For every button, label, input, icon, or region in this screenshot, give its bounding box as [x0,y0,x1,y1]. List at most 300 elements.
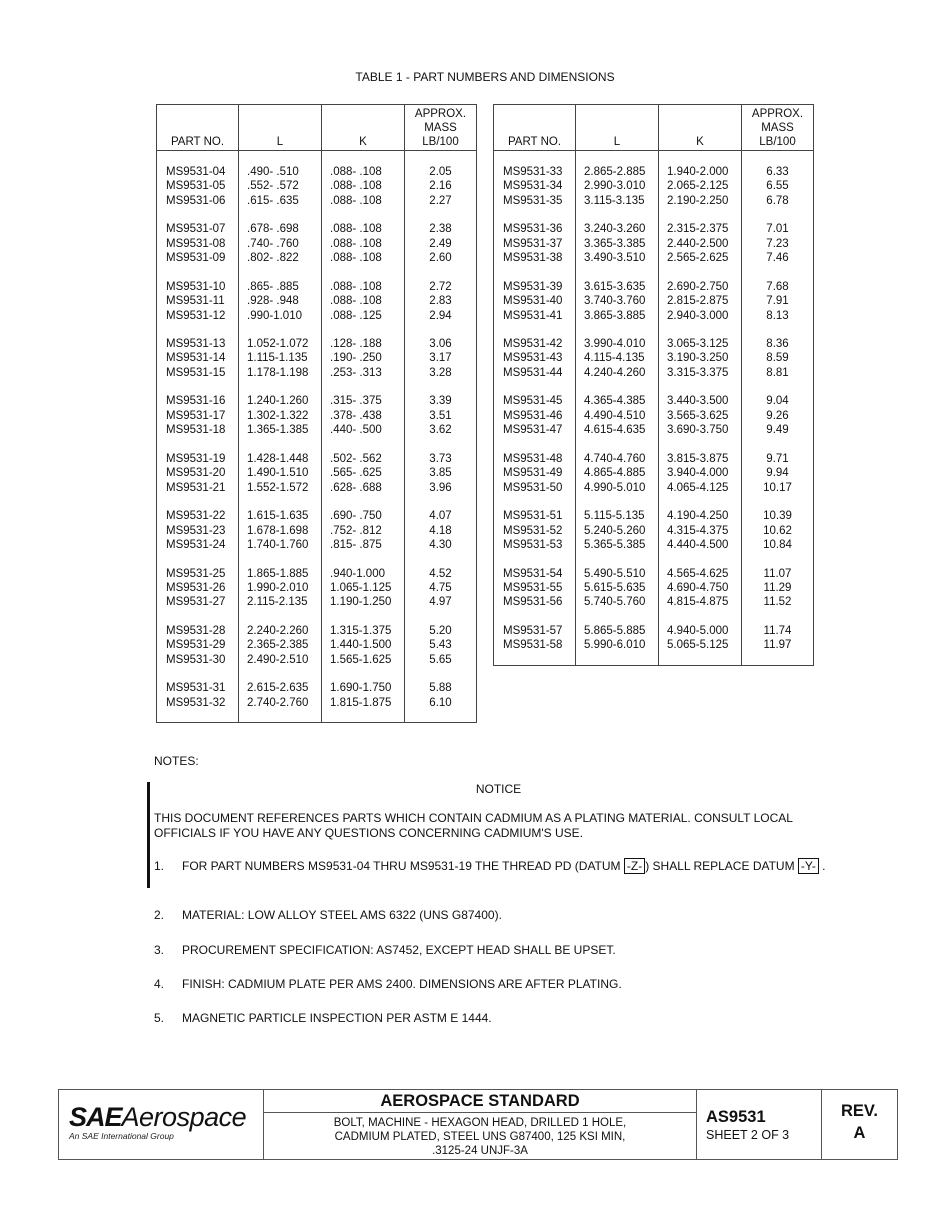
group-gap [742,438,813,452]
part-number-cell: MS9531-36 [503,223,563,236]
header-part-no: PART NO. [494,105,576,151]
sae-aerospace-logo: SAEAerospace An SAE International Group [59,1090,264,1159]
k-dimension-cell: 3.815-3.875 [667,452,729,465]
l-dimension-cell: 5.365-5.385 [584,538,646,551]
mass-cell: 7.23 [766,237,789,250]
l-dimension-cell: .615- .635 [247,194,299,207]
part-number-cell: MS9531-49 [503,467,563,480]
l-dimension-cell: 1.240-1.260 [247,395,309,408]
k-dimension-cell: .940-1.000 [330,567,385,580]
part-number-cell: MS9531-28 [166,624,226,637]
group-gap [742,266,813,280]
group-gap [494,323,575,337]
document-number-cell [697,1090,822,1159]
l-dimension-cell: .928- .948 [247,295,299,308]
part-number-cell: MS9531-23 [166,524,226,537]
group-gap [659,495,741,509]
k-dimension-cell: .815- .875 [330,538,382,551]
mass-cell: 3.85 [429,467,452,480]
k-dimension-cell: .253- .313 [330,366,382,379]
group-gap [322,667,404,681]
l-dimension-cell: 1.428-1.448 [247,452,309,465]
part-number-cell: MS9531-37 [503,237,563,250]
notice-title: NOTICE [475,782,522,796]
part-number-cell: MS9531-55 [503,581,563,594]
group-gap [405,438,476,452]
group-gap [742,208,813,222]
k-dimension-cell: 3.940-4.000 [667,467,729,480]
datum-z-box: -Z- [624,858,645,874]
title-block [58,1089,898,1160]
part-number-cell: MS9531-12 [166,309,226,322]
l-dimension-cell: 2.990-3.010 [584,180,646,193]
group-gap [405,266,476,280]
mass-cell: 3.51 [429,409,452,422]
group-gap [157,208,238,222]
column-part-no [157,151,239,723]
mass-cell: 3.62 [429,424,452,437]
l-dimension-cell: 4.490-4.510 [584,409,646,422]
k-dimension-cell: .440- .500 [330,424,382,437]
l-dimension-cell: 4.990-5.010 [584,481,646,494]
group-gap [405,667,476,681]
note-number: 4. [154,977,165,991]
column-mass [742,151,814,666]
k-dimension-cell: 1.440-1.500 [330,639,392,652]
l-dimension-cell: 1.552-1.572 [247,481,309,494]
group-gap [742,380,813,394]
group-gap [576,438,658,452]
k-dimension-cell: 2.690-2.750 [667,280,729,293]
group-gap [239,438,321,452]
group-gap [322,380,404,394]
group-gap [659,323,741,337]
k-dimension-cell: .315- .375 [330,395,382,408]
part-number-cell: MS9531-25 [166,567,226,580]
mass-cell: 7.68 [766,280,789,293]
l-dimension-cell: 1.678-1.698 [247,524,309,537]
group-gap [157,667,238,681]
mass-cell: 7.91 [766,295,789,308]
revision-value: A [853,1124,866,1142]
k-dimension-cell: 4.815-4.875 [667,596,729,609]
k-dimension-cell: 4.940-5.000 [667,624,729,637]
mass-cell: 5.88 [429,682,452,695]
mass-cell: 10.17 [763,481,792,494]
l-dimension-cell: 3.990-4.010 [584,338,646,351]
group-gap [157,266,238,280]
mass-cell: 2.16 [429,180,452,193]
l-dimension-cell: .490- .510 [247,166,299,178]
group-gap [239,610,321,624]
k-dimension-cell: 2.065-2.125 [667,180,729,193]
mass-cell: 2.05 [429,166,452,178]
part-number-cell: MS9531-18 [166,424,226,437]
mass-cell: 4.07 [429,510,452,523]
k-dimension-cell: 4.065-4.125 [667,481,729,494]
l-dimension-cell: 5.490-5.510 [584,567,646,580]
group-gap [405,323,476,337]
l-dimension-cell: .865- .885 [247,280,299,293]
part-number-cell: MS9531-22 [166,510,226,523]
part-number-cell: MS9531-43 [503,352,563,365]
group-gap [576,380,658,394]
k-dimension-cell: 4.440-4.500 [667,538,729,551]
part-number-cell: MS9531-09 [166,252,226,265]
k-dimension-cell: 4.190-4.250 [667,510,729,523]
k-dimension-cell: 3.315-3.375 [667,366,729,379]
part-number-cell: MS9531-48 [503,452,563,465]
group-gap [576,208,658,222]
mass-cell: 11.29 [763,581,792,594]
part-number-cell: MS9531-56 [503,596,563,609]
group-gap [494,266,575,280]
group-gap [494,380,575,394]
mass-cell: 3.96 [429,481,452,494]
k-dimension-cell: 5.065-5.125 [667,639,729,652]
mass-cell: 5.20 [429,624,452,637]
k-dimension-cell: .088- .108 [330,180,382,193]
mass-cell: 11.74 [763,624,792,637]
k-dimension-cell: 4.690-4.750 [667,581,729,594]
mass-cell: 5.65 [429,653,452,666]
part-number-cell: MS9531-57 [503,624,563,637]
group-gap [157,495,238,509]
part-number-cell: MS9531-58 [503,639,563,652]
l-dimension-cell: 3.740-3.760 [584,295,646,308]
group-gap [405,610,476,624]
column-l [576,151,659,666]
mass-cell: 3.39 [429,395,452,408]
group-gap [322,323,404,337]
parts-table-right [493,104,814,666]
note-text: PROCUREMENT SPECIFICATION: AS7452, EXCEPT HEAD SHALL BE UPSET. [182,943,616,957]
group-gap [322,208,404,222]
mass-cell: 4.97 [429,596,452,609]
group-gap [405,208,476,222]
k-dimension-cell: 3.565-3.625 [667,409,729,422]
header-part-no: PART NO. [157,105,239,151]
note-number: 2. [154,908,165,922]
mass-cell: 8.81 [766,366,789,379]
l-dimension-cell: .802- .822 [247,252,299,265]
part-number-cell: MS9531-08 [166,237,226,250]
part-description: BOLT, MACHINE - HEXAGON HEAD, DRILLED 1 HOLE, CADMIUM PLATED, STEEL UNS G87400, 125 KSI MIN, .3125-24 UNJF-3A [333,1117,627,1157]
standard-type: AEROSPACE STANDARD [264,1090,696,1113]
part-number-cell: MS9531-27 [166,596,226,609]
mass-cell: 10.62 [763,524,792,537]
column-part-no [494,151,576,666]
group-gap [405,552,476,566]
notes-label: NOTES: [154,754,199,768]
part-number-cell: MS9531-30 [166,653,226,666]
part-number-cell: MS9531-50 [503,481,563,494]
l-dimension-cell: 2.240-2.260 [247,624,309,637]
l-dimension-cell: 1.615-1.635 [247,510,309,523]
part-number-cell: MS9531-05 [166,180,226,193]
part-number-cell: MS9531-54 [503,567,563,580]
k-dimension-cell: .088- .108 [330,252,382,265]
mass-cell: 10.84 [763,538,792,551]
note-number: 1. [154,859,165,873]
l-dimension-cell: 3.615-3.635 [584,280,646,293]
l-dimension-cell: 1.302-1.322 [247,409,309,422]
group-gap [239,323,321,337]
part-number-cell: MS9531-06 [166,194,226,207]
part-number-cell: MS9531-13 [166,338,226,351]
l-dimension-cell: 2.865-2.885 [584,166,646,178]
part-number-cell: MS9531-10 [166,280,226,293]
l-dimension-cell: 1.490-1.510 [247,467,309,480]
l-dimension-cell: 4.615-4.635 [584,424,646,437]
l-dimension-cell: .740- .760 [247,237,299,250]
group-gap [576,552,658,566]
group-gap [742,552,813,566]
group-gap [239,667,321,681]
k-dimension-cell: 1.940-2.000 [667,166,729,178]
group-gap [157,552,238,566]
mass-cell: 6.55 [766,180,789,193]
k-dimension-cell: .088- .108 [330,237,382,250]
table-title: TABLE 1 - PART NUMBERS AND DIMENSIONS [355,70,615,84]
l-dimension-cell: 3.115-3.135 [584,194,645,207]
group-gap [494,208,575,222]
group-gap [659,266,741,280]
mass-cell: 3.06 [429,338,452,351]
mass-cell: 3.28 [429,366,452,379]
part-number-cell: MS9531-07 [166,223,226,236]
note-number: 3. [154,943,165,957]
part-number-cell: MS9531-44 [503,366,563,379]
group-gap [576,266,658,280]
part-number-cell: MS9531-47 [503,424,563,437]
k-dimension-cell: 2.315-2.375 [667,223,729,236]
part-number-cell: MS9531-42 [503,338,563,351]
group-gap [659,438,741,452]
k-dimension-cell: 2.190-2.250 [667,194,729,207]
part-number-cell: MS9531-51 [503,510,563,523]
part-number-cell: MS9531-34 [503,180,563,193]
l-dimension-cell: 3.240-3.260 [584,223,646,236]
l-dimension-cell: 5.615-5.635 [584,581,646,594]
part-number-cell: MS9531-46 [503,409,563,422]
mass-cell: 4.30 [429,538,452,551]
l-dimension-cell: 4.865-4.885 [584,467,646,480]
group-gap [322,438,404,452]
k-dimension-cell: .628- .688 [330,481,382,494]
k-dimension-cell: .088- .108 [330,166,382,178]
part-number-cell: MS9531-16 [166,395,226,408]
part-number-cell: MS9531-24 [166,538,226,551]
group-gap [494,495,575,509]
part-number-cell: MS9531-15 [166,366,226,379]
k-dimension-cell: 1.690-1.750 [330,682,392,695]
group-gap [659,208,741,222]
group-gap [742,323,813,337]
l-dimension-cell: 5.865-5.885 [584,624,646,637]
l-dimension-cell: 4.740-4.760 [584,452,646,465]
l-dimension-cell: 2.490-2.510 [247,653,309,666]
mass-cell: 2.49 [429,237,452,250]
group-gap [405,495,476,509]
group-gap [576,323,658,337]
mass-cell: 8.13 [766,309,789,322]
group-gap [322,266,404,280]
l-dimension-cell: 1.990-2.010 [247,581,309,594]
note-text: FINISH: CADMIUM PLATE PER AMS 2400. DIMENSIONS ARE AFTER PLATING. [182,977,622,991]
part-number-cell: MS9531-41 [503,309,563,322]
mass-cell: 2.94 [429,309,452,322]
l-dimension-cell: 1.052-1.072 [247,338,309,351]
group-gap [494,438,575,452]
datum-y-box: -Y- [798,858,819,874]
mass-cell: 8.59 [766,352,789,365]
header-l: L [239,105,322,151]
k-dimension-cell: .502- .562 [330,452,382,465]
part-number-cell: MS9531-31 [166,682,226,695]
l-dimension-cell: .678- .698 [247,223,299,236]
k-dimension-cell: 4.565-4.625 [667,567,729,580]
mass-cell: 4.18 [429,524,452,537]
part-number-cell: MS9531-38 [503,252,563,265]
l-dimension-cell: 1.365-1.385 [247,424,309,437]
l-dimension-cell: 5.990-6.010 [584,639,646,652]
k-dimension-cell: .128- .188 [330,338,382,351]
header-mass: APPROX. MASS LB/100 [742,105,814,151]
l-dimension-cell: 1.865-1.885 [247,567,309,580]
part-number-cell: MS9531-11 [166,295,225,308]
part-number-cell: MS9531-32 [166,696,226,709]
group-gap [157,438,238,452]
k-dimension-cell: .378- .438 [330,409,382,422]
l-dimension-cell: 5.115-5.135 [584,510,645,523]
part-number-cell: MS9531-53 [503,538,563,551]
l-dimension-cell: 5.240-5.260 [584,524,646,537]
part-number-cell: MS9531-21 [166,481,226,494]
group-gap [157,380,238,394]
group-gap [494,552,575,566]
k-dimension-cell: 2.440-2.500 [667,237,729,250]
l-dimension-cell: 2.615-2.635 [247,682,309,695]
part-number-cell: MS9531-40 [503,295,563,308]
k-dimension-cell: .752- .812 [330,524,382,537]
part-number-cell: MS9531-04 [166,166,226,178]
l-dimension-cell: 3.865-3.885 [584,309,646,322]
column-mass [405,151,477,723]
note-text: MAGNETIC PARTICLE INSPECTION PER ASTM E 1444. [182,1011,492,1025]
mass-cell: 6.78 [766,194,789,207]
l-dimension-cell: 1.115-1.135 [247,352,308,365]
revision-label: REV. [841,1102,878,1120]
mass-cell: 2.83 [429,295,452,308]
group-gap [239,266,321,280]
l-dimension-cell: 2.740-2.760 [247,696,309,709]
note-text: MATERIAL: LOW ALLOY STEEL AMS 6322 (UNS G87400). [182,908,502,922]
sheet-number: SHEET 2 OF 3 [706,1128,790,1142]
mass-cell: 3.17 [429,352,452,365]
group-gap [742,495,813,509]
k-dimension-cell: 1.565-1.625 [330,653,392,666]
revision-cell [822,1090,897,1159]
k-dimension-cell: 3.065-3.125 [667,338,729,351]
mass-cell: 2.60 [429,252,452,265]
mass-cell: 5.43 [429,639,452,652]
header-mass: APPROX. MASS LB/100 [405,105,477,151]
group-gap [157,323,238,337]
mass-cell: 9.49 [766,424,789,437]
part-number-cell: MS9531-20 [166,467,226,480]
l-dimension-cell: 4.240-4.260 [584,366,646,379]
group-gap [239,380,321,394]
column-k [322,151,405,723]
k-dimension-cell: .088- .108 [330,295,382,308]
l-dimension-cell: 2.365-2.385 [247,639,309,652]
part-number-cell: MS9531-39 [503,280,563,293]
part-number-cell: MS9531-33 [503,166,563,178]
header-l: L [576,105,659,151]
header-k: K [322,105,405,151]
group-gap [659,610,741,624]
mass-cell: 4.52 [429,567,452,580]
mass-cell: 9.04 [766,395,789,408]
mass-cell: 7.46 [766,252,789,265]
part-number-cell: MS9531-17 [166,409,226,422]
k-dimension-cell: 1.190-1.250 [330,596,392,609]
k-dimension-cell: .690- .750 [330,510,382,523]
k-dimension-cell: 1.315-1.375 [330,624,392,637]
mass-cell: 9.94 [766,467,789,480]
group-gap [239,495,321,509]
l-dimension-cell: 3.490-3.510 [584,252,646,265]
column-l [239,151,322,723]
group-gap [742,610,813,624]
note-number: 5. [154,1011,165,1025]
k-dimension-cell: 3.690-3.750 [667,424,729,437]
mass-cell: 2.72 [429,280,452,293]
mass-cell: 9.26 [766,409,789,422]
group-gap [405,380,476,394]
k-dimension-cell: 2.815-2.875 [667,295,729,308]
k-dimension-cell: .565- .625 [330,467,382,480]
l-dimension-cell: 4.365-4.385 [584,395,646,408]
group-gap [322,552,404,566]
header-k: K [659,105,742,151]
group-gap [157,610,238,624]
group-gap [659,552,741,566]
k-dimension-cell: 2.565-2.625 [667,252,729,265]
mass-cell: 11.07 [763,567,792,580]
part-number-cell: MS9531-35 [503,194,563,207]
l-dimension-cell: 5.740-5.760 [584,596,646,609]
mass-cell: 11.52 [763,596,792,609]
group-gap [494,610,575,624]
mass-cell: 10.39 [763,510,792,523]
parts-table-left [156,104,477,723]
change-bar [147,782,150,888]
part-number-cell: MS9531-14 [166,352,226,365]
k-dimension-cell: .088- .108 [330,194,382,207]
document-number: AS9531 [706,1108,766,1126]
title-block-description [264,1090,697,1159]
part-number-cell: MS9531-29 [166,639,226,652]
part-number-cell: MS9531-45 [503,395,563,408]
mass-cell: 11.97 [763,639,792,652]
group-gap [576,495,658,509]
k-dimension-cell: 2.940-3.000 [667,309,729,322]
l-dimension-cell: 2.115-2.135 [247,596,308,609]
l-dimension-cell: .552- .572 [247,180,299,193]
l-dimension-cell: 1.740-1.760 [247,538,309,551]
